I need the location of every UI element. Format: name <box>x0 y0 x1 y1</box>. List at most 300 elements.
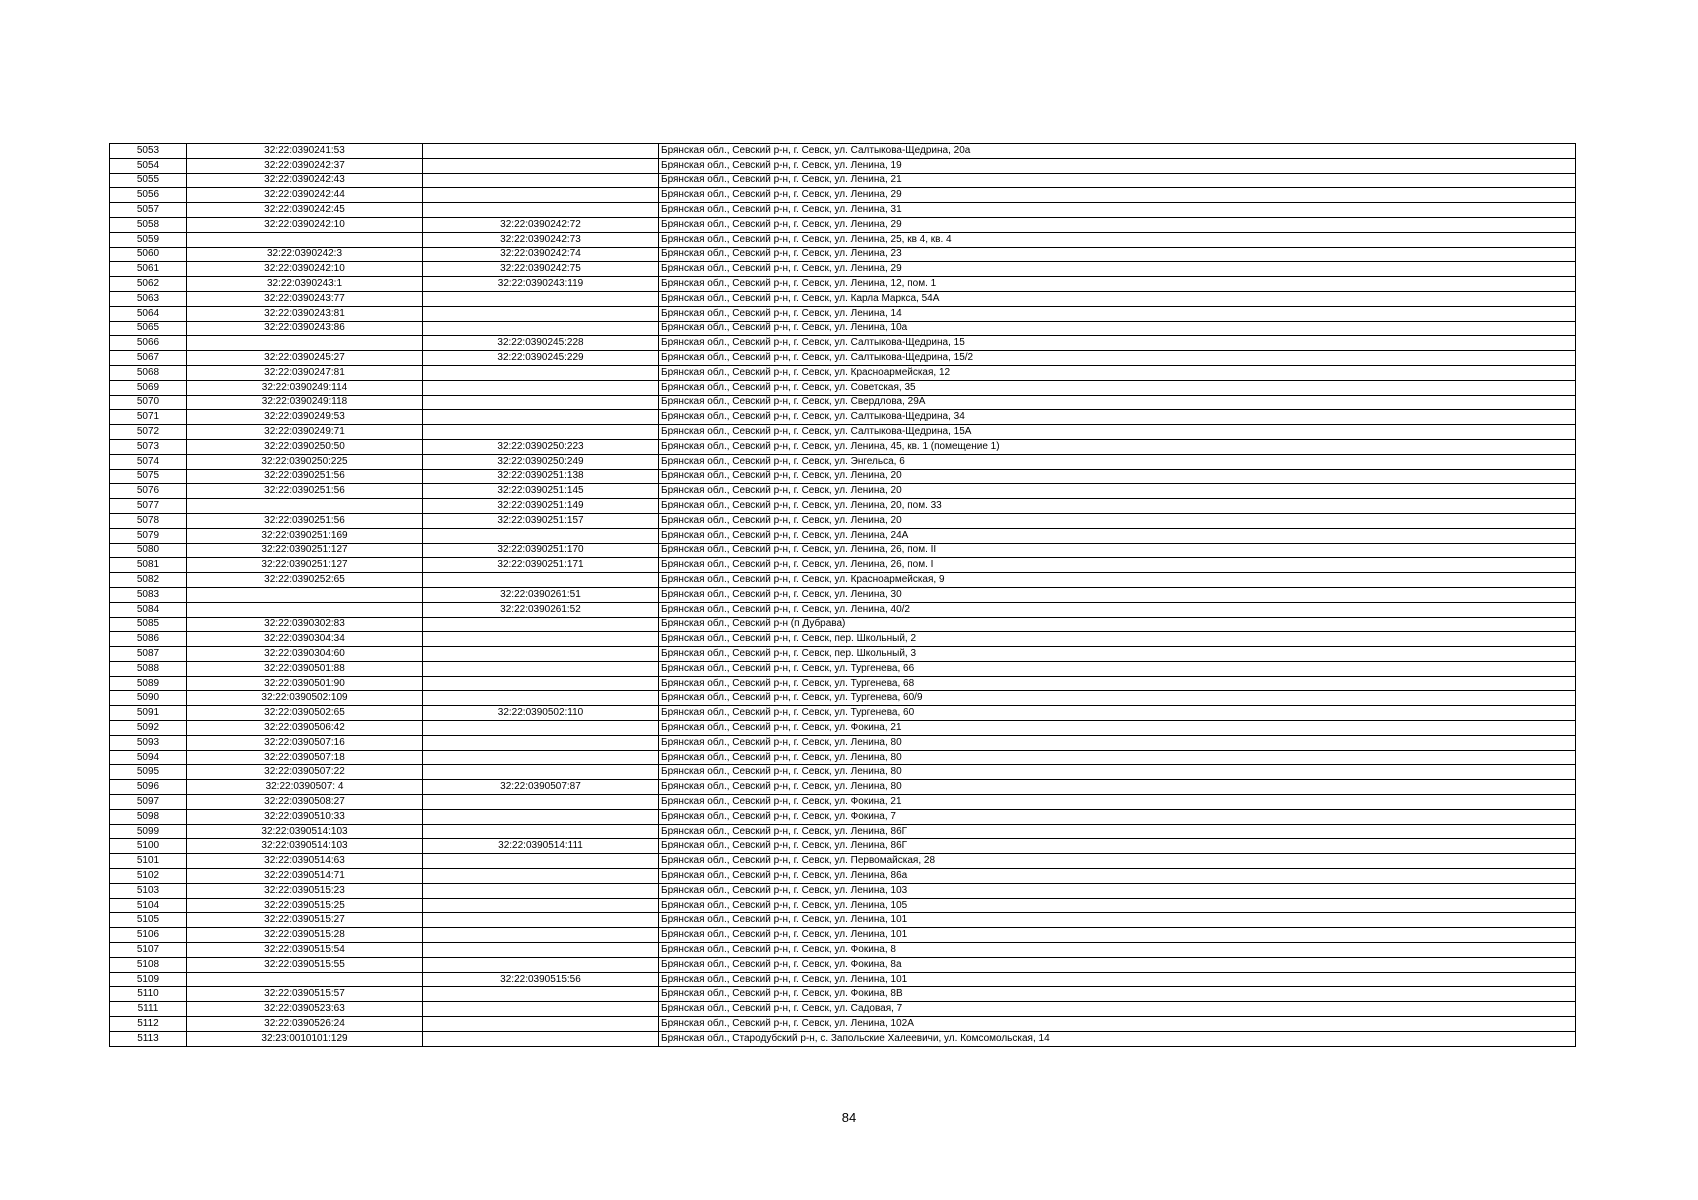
linked-cadastral-number-cell <box>423 883 659 898</box>
linked-cadastral-number-cell <box>423 765 659 780</box>
table-row <box>110 1002 1576 1017</box>
row-number-cell: 5069 <box>110 380 187 395</box>
address-cell: Брянская обл., Севский р-н, г. Севск, ул. Тургенева, 66 <box>659 661 1576 676</box>
address-cell: Брянская обл., Севский р-н, г. Севск, ул. Ленина, 40/2 <box>659 602 1576 617</box>
address-cell: Брянская обл., Севский р-н, г. Севск, ул. Ленина, 101 <box>659 928 1576 943</box>
cadastral-number-cell <box>187 232 423 247</box>
linked-cadastral-number-cell <box>423 173 659 188</box>
address-cell: Брянская обл., Севский р-н, г. Севск, ул. Ленина, 25, кв 4, кв. 4 <box>659 232 1576 247</box>
row-number-cell: 5111 <box>110 1002 187 1017</box>
cadastral-number-cell <box>187 602 423 617</box>
table-row <box>110 676 1576 691</box>
cadastral-number-cell <box>187 972 423 987</box>
address-cell: Брянская обл., Севский р-н, г. Севск, ул. Карла Маркса, 54А <box>659 291 1576 306</box>
table-row <box>110 706 1576 721</box>
cadastral-number-cell: 32:23:0010101:129 <box>187 1031 423 1046</box>
cadastral-number-cell <box>187 587 423 602</box>
linked-cadastral-number-cell <box>423 365 659 380</box>
address-cell: Брянская обл., Севский р-н, г. Севск, ул. Ленина, 23 <box>659 247 1576 262</box>
cadastral-number-cell: 32:22:0390507: 4 <box>187 780 423 795</box>
table-row <box>110 869 1576 884</box>
linked-cadastral-number-cell: 32:22:0390250:249 <box>423 454 659 469</box>
address-cell: Брянская обл., Севский р-н, г. Севск, ул. Ленина, 80 <box>659 735 1576 750</box>
address-cell: Брянская обл., Севский р-н, г. Севск, ул. Салтыкова-Щедрина, 15/2 <box>659 351 1576 366</box>
address-cell: Брянская обл., Севский р-н, г. Севск, ул. Советская, 35 <box>659 380 1576 395</box>
cadastral-number-cell: 32:22:0390250:225 <box>187 454 423 469</box>
cadastral-number-cell: 32:22:0390251:127 <box>187 558 423 573</box>
linked-cadastral-number-cell <box>423 721 659 736</box>
linked-cadastral-number-cell <box>423 661 659 676</box>
table-row <box>110 528 1576 543</box>
cadastral-number-cell: 32:22:0390515:57 <box>187 987 423 1002</box>
address-cell: Брянская обл., Севский р-н, г. Севск, ул. Ленина, 20 <box>659 469 1576 484</box>
row-number-cell: 5056 <box>110 188 187 203</box>
row-number-cell: 5110 <box>110 987 187 1002</box>
cadastral-number-cell: 32:22:0390249:114 <box>187 380 423 395</box>
linked-cadastral-number-cell <box>423 528 659 543</box>
address-cell: Брянская обл., Севский р-н, г. Севск, пер. Школьный, 2 <box>659 632 1576 647</box>
linked-cadastral-number-cell <box>423 321 659 336</box>
address-cell: Брянская обл., Севский р-н, г. Севск, ул. Ленина, 31 <box>659 203 1576 218</box>
cadastral-number-cell: 32:22:0390515:54 <box>187 943 423 958</box>
linked-cadastral-number-cell <box>423 987 659 1002</box>
table-row <box>110 632 1576 647</box>
table-row <box>110 439 1576 454</box>
table-row <box>110 617 1576 632</box>
linked-cadastral-number-cell <box>423 203 659 218</box>
address-cell: Брянская обл., Севский р-н (п Дубрава) <box>659 617 1576 632</box>
row-number-cell: 5108 <box>110 957 187 972</box>
address-cell: Брянская обл., Севский р-н, г. Севск, ул. Свердлова, 29А <box>659 395 1576 410</box>
cadastral-number-cell: 32:22:0390515:27 <box>187 913 423 928</box>
cadastral-number-cell: 32:22:0390507:16 <box>187 735 423 750</box>
linked-cadastral-number-cell <box>423 573 659 588</box>
address-cell: Брянская обл., Севский р-н, г. Севск, ул. Фокина, 8а <box>659 957 1576 972</box>
linked-cadastral-number-cell <box>423 869 659 884</box>
cadastral-number-cell <box>187 499 423 514</box>
row-number-cell: 5105 <box>110 913 187 928</box>
cadastral-number-cell: 32:22:0390515:28 <box>187 928 423 943</box>
cadastral-number-cell: 32:22:0390241:53 <box>187 144 423 159</box>
table-row <box>110 750 1576 765</box>
row-number-cell: 5087 <box>110 647 187 662</box>
cadastral-number-cell: 32:22:0390242:37 <box>187 158 423 173</box>
row-number-cell: 5080 <box>110 543 187 558</box>
linked-cadastral-number-cell <box>423 1031 659 1046</box>
linked-cadastral-number-cell: 32:22:0390507:87 <box>423 780 659 795</box>
table-row <box>110 721 1576 736</box>
row-number-cell: 5060 <box>110 247 187 262</box>
row-number-cell: 5099 <box>110 824 187 839</box>
row-number-cell: 5061 <box>110 262 187 277</box>
address-cell: Брянская обл., Севский р-н, г. Севск, ул. Салтыкова-Щедрина, 34 <box>659 410 1576 425</box>
table-row <box>110 824 1576 839</box>
address-cell: Брянская обл., Севский р-н, г. Севск, ул. Садовая, 7 <box>659 1002 1576 1017</box>
cadastral-number-cell: 32:22:0390508:27 <box>187 795 423 810</box>
address-cell: Брянская обл., Севский р-н, г. Севск, ул. Ленина, 102А <box>659 1017 1576 1032</box>
table-row <box>110 217 1576 232</box>
row-number-cell: 5075 <box>110 469 187 484</box>
linked-cadastral-number-cell <box>423 306 659 321</box>
row-number-cell: 5083 <box>110 587 187 602</box>
linked-cadastral-number-cell <box>423 854 659 869</box>
row-number-cell: 5077 <box>110 499 187 514</box>
address-cell: Брянская обл., Севский р-н, г. Севск, ул. Энгельса, 6 <box>659 454 1576 469</box>
cadastral-number-cell: 32:22:0390242:45 <box>187 203 423 218</box>
row-number-cell: 5070 <box>110 395 187 410</box>
linked-cadastral-number-cell: 32:22:0390250:223 <box>423 439 659 454</box>
table-row <box>110 336 1576 351</box>
table-row <box>110 647 1576 662</box>
table-row <box>110 661 1576 676</box>
cadastral-number-cell: 32:22:0390242:43 <box>187 173 423 188</box>
linked-cadastral-number-cell <box>423 1017 659 1032</box>
address-cell: Брянская обл., Севский р-н, г. Севск, пер. Школьный, 3 <box>659 647 1576 662</box>
page-number: 84 <box>841 1110 857 1125</box>
cadastral-number-cell: 32:22:0390304:60 <box>187 647 423 662</box>
cadastral-number-cell: 32:22:0390501:88 <box>187 661 423 676</box>
linked-cadastral-number-cell: 32:22:0390251:138 <box>423 469 659 484</box>
address-cell: Брянская обл., Севский р-н, г. Севск, ул. Ленина, 26, пом. I <box>659 558 1576 573</box>
cadastral-number-cell: 32:22:0390252:65 <box>187 573 423 588</box>
address-cell: Брянская обл., Севский р-н, г. Севск, ул. Тургенева, 60 <box>659 706 1576 721</box>
row-number-cell: 5059 <box>110 232 187 247</box>
address-cell: Брянская обл., Севский р-н, г. Севск, ул. Салтыкова-Щедрина, 20а <box>659 144 1576 159</box>
address-cell: Брянская обл., Севский р-н, г. Севск, ул. Ленина, 30 <box>659 587 1576 602</box>
row-number-cell: 5106 <box>110 928 187 943</box>
linked-cadastral-number-cell: 32:22:0390242:73 <box>423 232 659 247</box>
table-row <box>110 203 1576 218</box>
table-row <box>110 469 1576 484</box>
table-row <box>110 262 1576 277</box>
cadastral-number-cell: 32:22:0390247:81 <box>187 365 423 380</box>
address-cell: Брянская обл., Севский р-н, г. Севск, ул. Ленина, 19 <box>659 158 1576 173</box>
row-number-cell: 5086 <box>110 632 187 647</box>
address-cell: Брянская обл., Севский р-н, г. Севск, ул. Ленина, 24А <box>659 528 1576 543</box>
linked-cadastral-number-cell: 32:22:0390514:111 <box>423 839 659 854</box>
linked-cadastral-number-cell <box>423 795 659 810</box>
row-number-cell: 5064 <box>110 306 187 321</box>
address-cell: Брянская обл., Севский р-н, г. Севск, ул. Красноармейская, 9 <box>659 573 1576 588</box>
address-cell: Брянская обл., Севский р-н, г. Севск, ул. Фокина, 21 <box>659 795 1576 810</box>
row-number-cell: 5104 <box>110 898 187 913</box>
cadastral-number-cell: 32:22:0390249:71 <box>187 425 423 440</box>
row-number-cell: 5071 <box>110 410 187 425</box>
address-cell: Брянская обл., Севский р-н, г. Севск, ул. Фокина, 7 <box>659 809 1576 824</box>
address-cell: Брянская обл., Севский р-н, г. Севск, ул. Красноармейская, 12 <box>659 365 1576 380</box>
address-cell: Брянская обл., Севский р-н, г. Севск, ул. Фокина, 8В <box>659 987 1576 1002</box>
table-row <box>110 854 1576 869</box>
address-cell: Брянская обл., Севский р-н, г. Севск, ул. Ленина, 12, пом. 1 <box>659 277 1576 292</box>
row-number-cell: 5097 <box>110 795 187 810</box>
table-row <box>110 898 1576 913</box>
row-number-cell: 5085 <box>110 617 187 632</box>
linked-cadastral-number-cell: 32:22:0390242:75 <box>423 262 659 277</box>
address-cell: Брянская обл., Севский р-н, г. Севск, ул. Ленина, 20 <box>659 513 1576 528</box>
table-row <box>110 395 1576 410</box>
linked-cadastral-number-cell <box>423 188 659 203</box>
linked-cadastral-number-cell <box>423 735 659 750</box>
address-cell: Брянская обл., Севский р-н, г. Севск, ул. Ленина, 20, пом. 33 <box>659 499 1576 514</box>
table-row <box>110 795 1576 810</box>
row-number-cell: 5067 <box>110 351 187 366</box>
cadastral-number-cell: 32:22:0390304:34 <box>187 632 423 647</box>
row-number-cell: 5092 <box>110 721 187 736</box>
table-row <box>110 602 1576 617</box>
row-number-cell: 5062 <box>110 277 187 292</box>
table-row <box>110 291 1576 306</box>
table-row <box>110 144 1576 159</box>
address-cell: Брянская обл., Севский р-н, г. Севск, ул. Ленина, 103 <box>659 883 1576 898</box>
row-number-cell: 5098 <box>110 809 187 824</box>
row-number-cell: 5057 <box>110 203 187 218</box>
row-number-cell: 5065 <box>110 321 187 336</box>
linked-cadastral-number-cell: 32:22:0390515:56 <box>423 972 659 987</box>
linked-cadastral-number-cell: 32:22:0390243:119 <box>423 277 659 292</box>
table-row <box>110 943 1576 958</box>
row-number-cell: 5090 <box>110 691 187 706</box>
address-cell: Брянская обл., Севский р-н, г. Севск, ул. Тургенева, 68 <box>659 676 1576 691</box>
row-number-cell: 5091 <box>110 706 187 721</box>
address-cell: Брянская обл., Севский р-н, г. Севск, ул. Ленина, 26, пом. II <box>659 543 1576 558</box>
cadastral-number-cell: 32:22:0390515:55 <box>187 957 423 972</box>
cadastral-number-cell: 32:22:0390251:56 <box>187 513 423 528</box>
table-row <box>110 410 1576 425</box>
row-number-cell: 5088 <box>110 661 187 676</box>
cadastral-number-cell: 32:22:0390502:109 <box>187 691 423 706</box>
cadastral-number-cell: 32:22:0390242:44 <box>187 188 423 203</box>
linked-cadastral-number-cell: 32:22:0390251:170 <box>423 543 659 558</box>
table-row <box>110 691 1576 706</box>
table-row <box>110 928 1576 943</box>
cadastral-number-cell: 32:22:0390514:103 <box>187 824 423 839</box>
table-row <box>110 425 1576 440</box>
table-row <box>110 454 1576 469</box>
row-number-cell: 5054 <box>110 158 187 173</box>
table-row <box>110 365 1576 380</box>
table-row <box>110 558 1576 573</box>
row-number-cell: 5063 <box>110 291 187 306</box>
address-cell: Брянская обл., Севский р-н, г. Севск, ул. Ленина, 80 <box>659 780 1576 795</box>
row-number-cell: 5066 <box>110 336 187 351</box>
linked-cadastral-number-cell: 32:22:0390251:145 <box>423 484 659 499</box>
table-row <box>110 173 1576 188</box>
cadastral-number-cell: 32:22:0390507:22 <box>187 765 423 780</box>
row-number-cell: 5073 <box>110 439 187 454</box>
linked-cadastral-number-cell: 32:22:0390251:157 <box>423 513 659 528</box>
linked-cadastral-number-cell: 32:22:0390261:52 <box>423 602 659 617</box>
table-row <box>110 306 1576 321</box>
linked-cadastral-number-cell <box>423 395 659 410</box>
row-number-cell: 5089 <box>110 676 187 691</box>
address-cell: Брянская обл., Севский р-н, г. Севск, ул. Тургенева, 60/9 <box>659 691 1576 706</box>
linked-cadastral-number-cell <box>423 898 659 913</box>
table-row <box>110 987 1576 1002</box>
table-row <box>110 587 1576 602</box>
cadastral-number-cell: 32:22:0390242:10 <box>187 262 423 277</box>
cadastral-number-cell: 32:22:0390251:127 <box>187 543 423 558</box>
row-number-cell: 5096 <box>110 780 187 795</box>
table-row <box>110 1031 1576 1046</box>
table-row <box>110 780 1576 795</box>
row-number-cell: 5101 <box>110 854 187 869</box>
table-row <box>110 1017 1576 1032</box>
linked-cadastral-number-cell <box>423 617 659 632</box>
cadastral-number-cell: 32:22:0390243:86 <box>187 321 423 336</box>
table-row <box>110 513 1576 528</box>
table-row <box>110 380 1576 395</box>
cadastral-number-cell: 32:22:0390242:3 <box>187 247 423 262</box>
row-number-cell: 5055 <box>110 173 187 188</box>
table-row <box>110 543 1576 558</box>
address-cell: Брянская обл., Севский р-н, г. Севск, ул. Ленина, 86Г <box>659 839 1576 854</box>
linked-cadastral-number-cell <box>423 913 659 928</box>
cadastral-number-cell: 32:22:0390251:56 <box>187 484 423 499</box>
address-cell: Брянская обл., Севский р-н, г. Севск, ул. Ленина, 29 <box>659 188 1576 203</box>
address-cell: Брянская обл., Севский р-н, г. Севск, ул. Ленина, 29 <box>659 262 1576 277</box>
row-number-cell: 5068 <box>110 365 187 380</box>
address-cell: Брянская обл., Севский р-н, г. Севск, ул. Первомайская, 28 <box>659 854 1576 869</box>
linked-cadastral-number-cell <box>423 647 659 662</box>
linked-cadastral-number-cell <box>423 425 659 440</box>
table-row <box>110 809 1576 824</box>
cadastral-number-cell: 32:22:0390514:71 <box>187 869 423 884</box>
table-row <box>110 735 1576 750</box>
address-cell: Брянская обл., Севский р-н, г. Севск, ул. Ленина, 80 <box>659 765 1576 780</box>
row-number-cell: 5109 <box>110 972 187 987</box>
row-number-cell: 5074 <box>110 454 187 469</box>
cadastral-number-cell: 32:22:0390250:50 <box>187 439 423 454</box>
cadastral-number-cell: 32:22:0390510:33 <box>187 809 423 824</box>
linked-cadastral-number-cell <box>423 291 659 306</box>
linked-cadastral-number-cell <box>423 380 659 395</box>
row-number-cell: 5084 <box>110 602 187 617</box>
linked-cadastral-number-cell <box>423 676 659 691</box>
cadastral-number-cell: 32:22:0390514:103 <box>187 839 423 854</box>
row-number-cell: 5113 <box>110 1031 187 1046</box>
cadastral-number-cell: 32:22:0390245:27 <box>187 351 423 366</box>
address-cell: Брянская обл., Севский р-н, г. Севск, ул. Ленина, 20 <box>659 484 1576 499</box>
linked-cadastral-number-cell <box>423 957 659 972</box>
records-table-body <box>110 144 1576 1047</box>
table-row <box>110 484 1576 499</box>
table-row <box>110 573 1576 588</box>
cadastral-number-cell: 32:22:0390515:23 <box>187 883 423 898</box>
address-cell: Брянская обл., Севский р-н, г. Севск, ул. Ленина, 80 <box>659 750 1576 765</box>
row-number-cell: 5078 <box>110 513 187 528</box>
address-cell: Брянская обл., Севский р-н, г. Севск, ул. Ленина, 105 <box>659 898 1576 913</box>
address-cell: Брянская обл., Севский р-н, г. Севск, ул. Фокина, 8 <box>659 943 1576 958</box>
linked-cadastral-number-cell <box>423 943 659 958</box>
address-cell: Брянская обл., Севский р-н, г. Севск, ул. Салтыкова-Щедрина, 15 <box>659 336 1576 351</box>
cadastral-number-cell: 32:22:0390243:77 <box>187 291 423 306</box>
cadastral-number-cell: 32:22:0390501:90 <box>187 676 423 691</box>
address-cell: Брянская обл., Стародубский р-н, с. Запольские Халеевичи, ул. Комсомольская, 14 <box>659 1031 1576 1046</box>
row-number-cell: 5076 <box>110 484 187 499</box>
cadastral-number-cell: 32:22:0390251:169 <box>187 528 423 543</box>
address-cell: Брянская обл., Севский р-н, г. Севск, ул. Ленина, 21 <box>659 173 1576 188</box>
linked-cadastral-number-cell: 32:22:0390242:74 <box>423 247 659 262</box>
address-cell: Брянская обл., Севский р-н, г. Севск, ул. Ленина, 86Г <box>659 824 1576 839</box>
row-number-cell: 5079 <box>110 528 187 543</box>
linked-cadastral-number-cell: 32:22:0390251:171 <box>423 558 659 573</box>
linked-cadastral-number-cell <box>423 809 659 824</box>
cadastral-number-cell: 32:22:0390514:63 <box>187 854 423 869</box>
table-row <box>110 972 1576 987</box>
linked-cadastral-number-cell: 32:22:0390502:110 <box>423 706 659 721</box>
linked-cadastral-number-cell: 32:22:0390251:149 <box>423 499 659 514</box>
address-cell: Брянская обл., Севский р-н, г. Севск, ул. Салтыкова-Щедрина, 15А <box>659 425 1576 440</box>
address-cell: Брянская обл., Севский р-н, г. Севск, ул. Ленина, 101 <box>659 972 1576 987</box>
table-row <box>110 188 1576 203</box>
table-row <box>110 957 1576 972</box>
linked-cadastral-number-cell: 32:22:0390242:72 <box>423 217 659 232</box>
cadastral-number-cell: 32:22:0390515:25 <box>187 898 423 913</box>
table-row <box>110 321 1576 336</box>
linked-cadastral-number-cell: 32:22:0390261:51 <box>423 587 659 602</box>
cadastral-number-cell: 32:22:0390506:42 <box>187 721 423 736</box>
row-number-cell: 5095 <box>110 765 187 780</box>
row-number-cell: 5094 <box>110 750 187 765</box>
row-number-cell: 5107 <box>110 943 187 958</box>
table-row <box>110 351 1576 366</box>
cadastral-number-cell: 32:22:0390249:53 <box>187 410 423 425</box>
linked-cadastral-number-cell: 32:22:0390245:228 <box>423 336 659 351</box>
linked-cadastral-number-cell <box>423 632 659 647</box>
cadastral-number-cell: 32:22:0390249:118 <box>187 395 423 410</box>
address-cell: Брянская обл., Севский р-н, г. Севск, ул. Ленина, 86а <box>659 869 1576 884</box>
linked-cadastral-number-cell <box>423 410 659 425</box>
cadastral-number-cell: 32:22:0390523:63 <box>187 1002 423 1017</box>
cadastral-number-cell <box>187 336 423 351</box>
table-row <box>110 883 1576 898</box>
linked-cadastral-number-cell <box>423 928 659 943</box>
row-number-cell: 5058 <box>110 217 187 232</box>
cadastral-number-cell: 32:22:0390251:56 <box>187 469 423 484</box>
address-cell: Брянская обл., Севский р-н, г. Севск, ул. Ленина, 45, кв. 1 (помещение 1) <box>659 439 1576 454</box>
cadastral-number-cell: 32:22:0390243:81 <box>187 306 423 321</box>
table-row <box>110 765 1576 780</box>
cadastral-number-cell: 32:22:0390243:1 <box>187 277 423 292</box>
linked-cadastral-number-cell <box>423 691 659 706</box>
cadastral-number-cell: 32:22:0390502:65 <box>187 706 423 721</box>
cadastral-number-cell: 32:22:0390302:83 <box>187 617 423 632</box>
table-row <box>110 839 1576 854</box>
table-row <box>110 913 1576 928</box>
linked-cadastral-number-cell <box>423 824 659 839</box>
row-number-cell: 5093 <box>110 735 187 750</box>
linked-cadastral-number-cell <box>423 144 659 159</box>
linked-cadastral-number-cell <box>423 1002 659 1017</box>
cadastral-number-cell: 32:22:0390507:18 <box>187 750 423 765</box>
table-row <box>110 277 1576 292</box>
address-cell: Брянская обл., Севский р-н, г. Севск, ул. Фокина, 21 <box>659 721 1576 736</box>
table-row <box>110 158 1576 173</box>
address-cell: Брянская обл., Севский р-н, г. Севск, ул. Ленина, 101 <box>659 913 1576 928</box>
linked-cadastral-number-cell: 32:22:0390245:229 <box>423 351 659 366</box>
address-cell: Брянская обл., Севский р-н, г. Севск, ул. Ленина, 29 <box>659 217 1576 232</box>
row-number-cell: 5053 <box>110 144 187 159</box>
address-cell: Брянская обл., Севский р-н, г. Севск, ул. Ленина, 14 <box>659 306 1576 321</box>
row-number-cell: 5072 <box>110 425 187 440</box>
cadastral-number-cell: 32:22:0390526:24 <box>187 1017 423 1032</box>
row-number-cell: 5082 <box>110 573 187 588</box>
row-number-cell: 5102 <box>110 869 187 884</box>
table-row <box>110 499 1576 514</box>
table-row <box>110 247 1576 262</box>
row-number-cell: 5103 <box>110 883 187 898</box>
row-number-cell: 5081 <box>110 558 187 573</box>
